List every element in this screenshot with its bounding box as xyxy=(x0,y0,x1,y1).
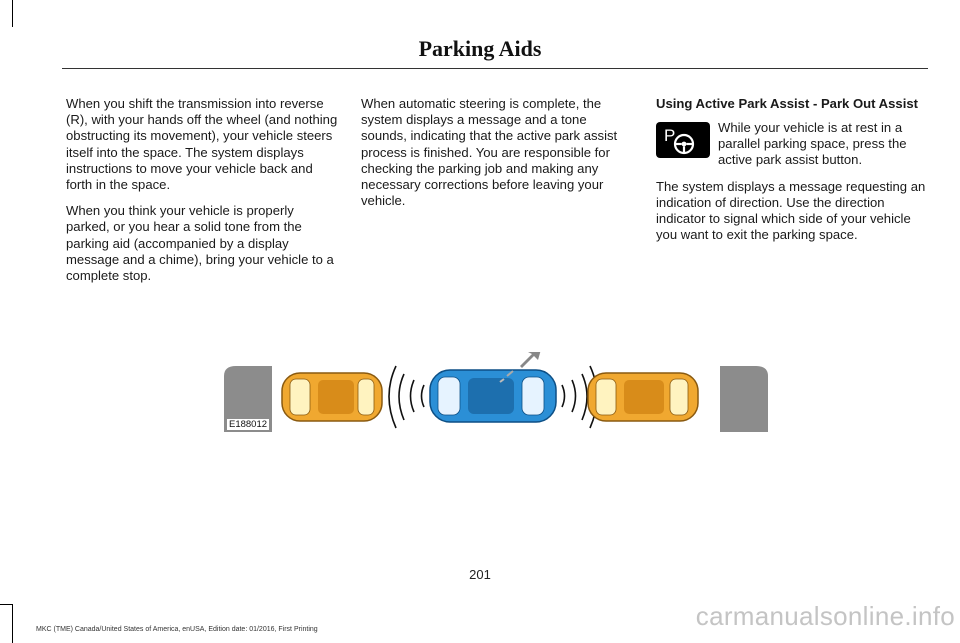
page-number: 201 xyxy=(469,567,491,582)
sensor-waves-left-icon xyxy=(389,366,424,428)
column-2 xyxy=(361,96,633,219)
figure-label: E188012 xyxy=(229,419,268,430)
column-2-paragraph: When automatic steering is complete, the system displays a message and a tone sounds, indicating that the active park assist process is finished. You are responsible for checking the parking job and making any necessary corrections before leaving your vehicle. xyxy=(361,96,618,209)
parked-car-front-icon xyxy=(282,373,382,421)
icon-instruction: While your vehicle is at rest in a parallel parking space, press the active park assist button. xyxy=(718,120,907,168)
crop-mark-top-left-vertical xyxy=(12,0,13,27)
right-curb xyxy=(720,366,768,432)
park-icon-letter: P xyxy=(664,126,676,145)
park-out-assist-illustration xyxy=(224,352,768,432)
section-heading: Using Active Park Assist - Park Out Assist xyxy=(656,96,918,111)
page-title: Parking Aids xyxy=(418,36,542,61)
own-car-icon xyxy=(430,370,556,422)
watermark-logo: carmanualsonline.info xyxy=(695,601,955,631)
column-1-paragraph: When you shift the transmission into reverse (R), with your hands off the wheel (and nothing obstructing its movement), your vehicle steers itself into the space. The system displays instructions to move your vehicle back and forth in the space. xyxy=(66,96,338,193)
column-3 xyxy=(656,96,930,253)
column-1-paragraph: When you think your vehicle is properly parked, or you hear a solid tone from the parking aid (accompanied by a display message and a chime), bring your vehicle to a complete stop. xyxy=(66,203,334,284)
active-park-assist-icon xyxy=(656,122,710,158)
header-rule xyxy=(62,68,928,69)
column-3-paragraph: The system displays a message requesting an indication of direction. Use the direction indicator to signal which side of your vehicle you want to exit the parking space. xyxy=(656,178,926,243)
icon-row xyxy=(656,120,930,169)
column-1 xyxy=(66,96,338,294)
footer-edition-text: MKC (TME) Canada/United States of America, enUSA, Edition date: 01/2016, First Printing xyxy=(36,626,318,633)
parked-car-rear-icon xyxy=(588,373,698,421)
